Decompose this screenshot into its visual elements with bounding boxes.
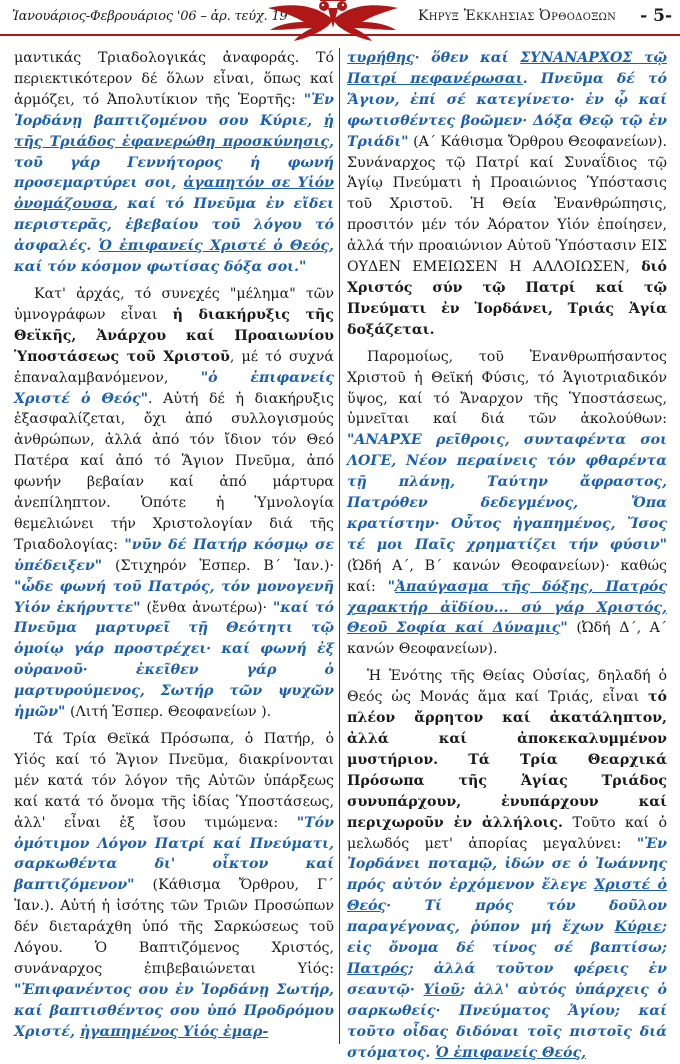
scripture-quote: ἀγαπητόν σε Υἱόν ὀνομάζουσα xyxy=(14,175,334,213)
scripture-quote: "Τόν ὁμότιμον Λόγον Πατρί καί Πνεύματι, σαρκωθέντα δι' οἶκτον καί βαπτιζόμενον" xyxy=(14,814,334,894)
scripture-quote: ἠγαπημένος Υἱός ἐμαρ- xyxy=(79,1023,269,1040)
body-text: , μέ τό συχνά ἐπαναλαμβανόμενον, xyxy=(14,348,334,386)
emphasis-text: διό Χριστός σύν τῷ Πατρί καί τῷ Πνεύματι ἐν Ἰορδάνει, Τριάς Ἁγία δοξάζεται. xyxy=(347,259,667,338)
scripture-quote: Ὁ ἐπιφανείς Θεός, xyxy=(435,1044,587,1061)
body-text: (ἔνθα ἀνωτέρω)· xyxy=(140,599,273,616)
paragraph xyxy=(14,729,334,1043)
page-number: - 5- xyxy=(640,6,672,26)
scripture-quote: ; ἀλλ' αὐτός ὑπάρχεις ὁ σαρκωθείς· Πνεύματος Ἁγίου; καί τοῦτο οἶδας διδόναι τοῖς πιστοῖς διά στόματος. xyxy=(347,981,667,1061)
scripture-quote: " xyxy=(560,620,568,637)
scripture-quote: Κύριε xyxy=(614,919,662,936)
scripture-quote: , τοῦ γάρ Γεννήτορος ἡ φωνή προσεμαρτύρει σοι, xyxy=(14,133,334,192)
scripture-quote: "ὁ ἐπιφανείς Χριστέ ὁ Θεός" xyxy=(14,369,334,407)
scripture-quote: " xyxy=(387,578,395,595)
scripture-quote: "Ἐπιφανέντος σου ἐν Ἰορδάνῃ Σωτήρ, καί βαπτισθέντος σου ὑπό Προδρόμου Χριστέ, xyxy=(14,981,334,1040)
scripture-quote: , καί τό Πνεῦμα ἐν εἴδει περιστερᾶς, ἐβεβαίου τοῦ λόγου τό ἀσφαλές. xyxy=(14,196,334,255)
body-text: Ἡ Ἑνότης τῆς Θείας Οὐσίας, δηλαδή ὁ Θεός ὡς Μονάς ἅμα καί Τριάς, εἶναι xyxy=(347,668,667,706)
body-text: (Α´ Κάθισμα Ὄρθρου Θεοφανείων). Συνάναρχος τῷ Πατρί καί Συναΐδιος τῷ Ἁγίῳ Πνεύματι ἡ Προαιώνιος Ὑπόστασις τοῦ Χριστοῦ. Ἡ Θεία Ἐνανθρώπησις, προσιτόν μέν τόν Ἀόρατον Υἱόν ἐποίησεν, ἀλλά τήν προαιώνιον Αὐτοῦ Ὑπόστασιν ΕΙΣ ΟΥΔΕΝ ΕΜΕΙΩΣΕΝ Η ΑΛΛΟΙΩΣΕΝ, xyxy=(347,133,667,276)
paragraph xyxy=(14,284,334,723)
scripture-quote: ; εἰς ὄνομα δέ τίνος σέ βαπτίσω; xyxy=(347,919,667,957)
scripture-quote: ΣΥΝΑΝΑΡΧΟΣ τῷ Πατρί πεφανέρωσαι xyxy=(347,50,667,87)
body-text: (Λιτή Ἑσπερ. Θεοφανείων ). xyxy=(65,704,272,721)
body-text: Κατ' ἀρχάς, τό συνεχές "μέλημα" τῶν ὑμνογράφων εἶναι xyxy=(14,285,334,323)
page-header xyxy=(0,0,680,46)
scripture-quote: . Πνεῦμα δέ τό Ἅγιον, ἐπί σέ κατεγίνετο· ἐν ᾧ καί φωτισθέντες βοῶμεν· Δόξα Θεῷ τῷ ἐν Τριάδι" xyxy=(347,70,668,150)
article-body xyxy=(14,48,668,1061)
emphasis-text: τό πλέον ἄρρητον καί ἀκατάληπτον, ἀλλά καί ἀποκεκαλυμμένον μυστήριον. Τά Τρία Θεαρχικά Πρόσωπα τῆς Ἁγίας Τριάδος συνυπάρχουν, ἐνυπάρχουν καί περιχωροῦν ἐν ἀλλήλοις. xyxy=(347,689,667,831)
paragraph xyxy=(347,666,667,1063)
scripture-quote: τυρήθης xyxy=(347,50,415,66)
scripture-quote: Χριστέ ὁ Θεός xyxy=(347,877,668,915)
scripture-quote: · ὅθεν καί xyxy=(414,50,521,66)
body-text: (Ὠδή Α´, Β´ κανών Θεοφανείων)· καθώς καί: xyxy=(347,557,667,595)
scripture-quote: ἡ τῆς Τριάδος ἐφανερώθη προσκύνησις xyxy=(14,112,334,150)
issue-date: Ἰανουάριος-Φεβρουάριος '06 – ἀρ. τεύχ. 19 xyxy=(12,9,288,24)
scripture-quote: Υἱοῦ xyxy=(423,981,460,998)
body-text: (Ὠδή Δ´, Α´ κανών Θεοφανείων). xyxy=(347,620,668,658)
scripture-quote: "ΑΝΑΡΧΕ ρεῖθροις, συνταφέντα σοι ΛΟΓΕ, Νέον περαίνεις τόν φθαρέντα τῇ πλάνῃ, Ταύτην ἄφραστος, Πατρόθεν δεδεγμένος, Ὄπα κρατίστην· Οὗτος ἠγαπημένος, Ἴσος τέ μοι Παῖς χρηματίζει τήν φύσιν" xyxy=(347,432,667,553)
paragraph xyxy=(347,347,667,661)
body-text: Τοῦτο καί ὁ μελωδός μετ' ἀπορίας μεγαλύνει: xyxy=(347,814,667,852)
scripture-quote: "καί τό Πνεῦμα μαρτυρεῖ τῇ Θεότητι τῷ ὁμοίῳ γάρ προστρέχει· καί φωνή ἐξ οὐρανοῦ· ἐκεῖθεν γάρ ὁ μαρτυρούμενος, Σωτήρ τῶν ψυχῶν ἡμῶν" xyxy=(14,599,334,721)
publication-title: Κηρυξ Ἐκκλησιας Ὀρθοδοξων xyxy=(418,8,617,24)
emphasis-text: ἡ διακήρυξις τῆς Θεϊκῆς, Ἀνάρχου καί Προαιωνίου Ὑποστάσεως τοῦ Χριστοῦ xyxy=(14,306,334,365)
scripture-quote: "Ἐν Ἰορδάνει ποταμῷ, ἰδών σε ὁ Ἰωάννης πρός αὐτόν ἐρχόμενον ἔλεγε xyxy=(347,835,667,894)
scripture-quote: "νῦν δέ Πατήρ κόσμῳ σε ὑπέδειξεν" xyxy=(14,536,334,574)
body-text: (Στιχηρόν Ἑσπερ. Β´ Ἰαν.)· xyxy=(102,557,334,574)
scripture-quote: · Τί πρός τόν δοῦλον παραγέγονας, ῥύπον μή ἔχων xyxy=(347,898,667,936)
scripture-quote: Πατρός xyxy=(347,960,409,977)
scripture-quote: Ὁ ἐπιφανείς Χριστέ ὁ Θεός xyxy=(98,238,330,255)
paragraph xyxy=(14,48,334,278)
paragraph xyxy=(347,48,667,341)
header-divider xyxy=(0,34,680,36)
body-text: Παρομοίως, τοῦ Ἐνανθρωπήσαντος Χριστοῦ ἡ Θεϊκή Φύσις, τό Ἁγιοτριαδικόν ὕψος, καί τό Ἄναρχον τῆς Ὑποστάσεως, ὑμνεῖται καί διά τῶν ἀκολούθων: xyxy=(347,348,667,428)
body-text: (Κάθισμα Ὄρθρου, Γ´ Ἰαν.). Αὐτή ἡ ἰσότης τῶν Τριῶν Προσώπων δέν διεταράχθη ὑπό τῆς Σαρκώσεως τοῦ Λόγου. Ὁ Βαπτιζόμενος Χριστός, συνάναρχος ἐπιβεβαιώνεται Υἱός: xyxy=(14,877,334,977)
scripture-quote: "ὧδε φωνή τοῦ Πατρός, τόν μονογενῆ Υἱόν ἐκήρυττε" xyxy=(14,578,334,616)
right-column xyxy=(347,48,668,1061)
scripture-quote: , καί τόν κόσμον φωτίσας δόξα σοι." xyxy=(14,238,334,276)
left-column xyxy=(14,48,334,1046)
body-text: . Αὐτή δέ ἡ διακήρυξις ἐξασφαλίζεται, ὄχι ἀπό συλλογισμούς ἀνθρώπων, ἀλλά ἀπό τόν ἴδιον τόν Θεό Πατέρα καί ἀπό τό Ἅγιον Πνεῦμα, ἀπό φωνήν βεβαίαν καί ἀπό μάρτυρα ἀνεπίληπτον. Ὁπότε ἡ Ὑμνολογία θεμελιώνει τήν Χριστολογίαν διά τῆς Τριαδολογίας: xyxy=(14,390,334,553)
scripture-quote: "Ἐν Ἰορδάνῃ βαπτιζομένου σου Κύριε, xyxy=(14,91,334,129)
column-divider xyxy=(339,48,340,1044)
body-text: μαντικάς Τριαδολογικάς ἀναφοράς. Τό περιεκτικότερον δέ ὅλων εἶναι, ὅπως καί ἁρμόζει, τό Ἀπολυτίκιον τῆς Ἑορτῆς: xyxy=(14,50,334,108)
scripture-quote: Ἀπαύγασμα τῆς δόξης, Πατρός χαρακτήρ ἀϊδίου... σύ γάρ Χριστός, Θεοῦ Σοφία καί Δύναμις xyxy=(347,578,667,637)
body-text: Τά Τρία Θεϊκά Πρόσωπα, ὁ Πατήρ, ὁ Υἱός καί τό Ἅγιον Πνεῦμα, διακρίνονται μέν κατά τόν λόγον τῆς Αὐτῶν ὑπάρξεως καί κατά τό ὄνομα τῆς ἰδίας Ὑποστάσεως, ἀλλ' εἶναι ἐξ ἴσου τιμώμενα: xyxy=(14,731,334,831)
scripture-quote: ; ἀλλά τοῦτον φέρεις ἐν σεαυτῷ· xyxy=(347,960,667,998)
